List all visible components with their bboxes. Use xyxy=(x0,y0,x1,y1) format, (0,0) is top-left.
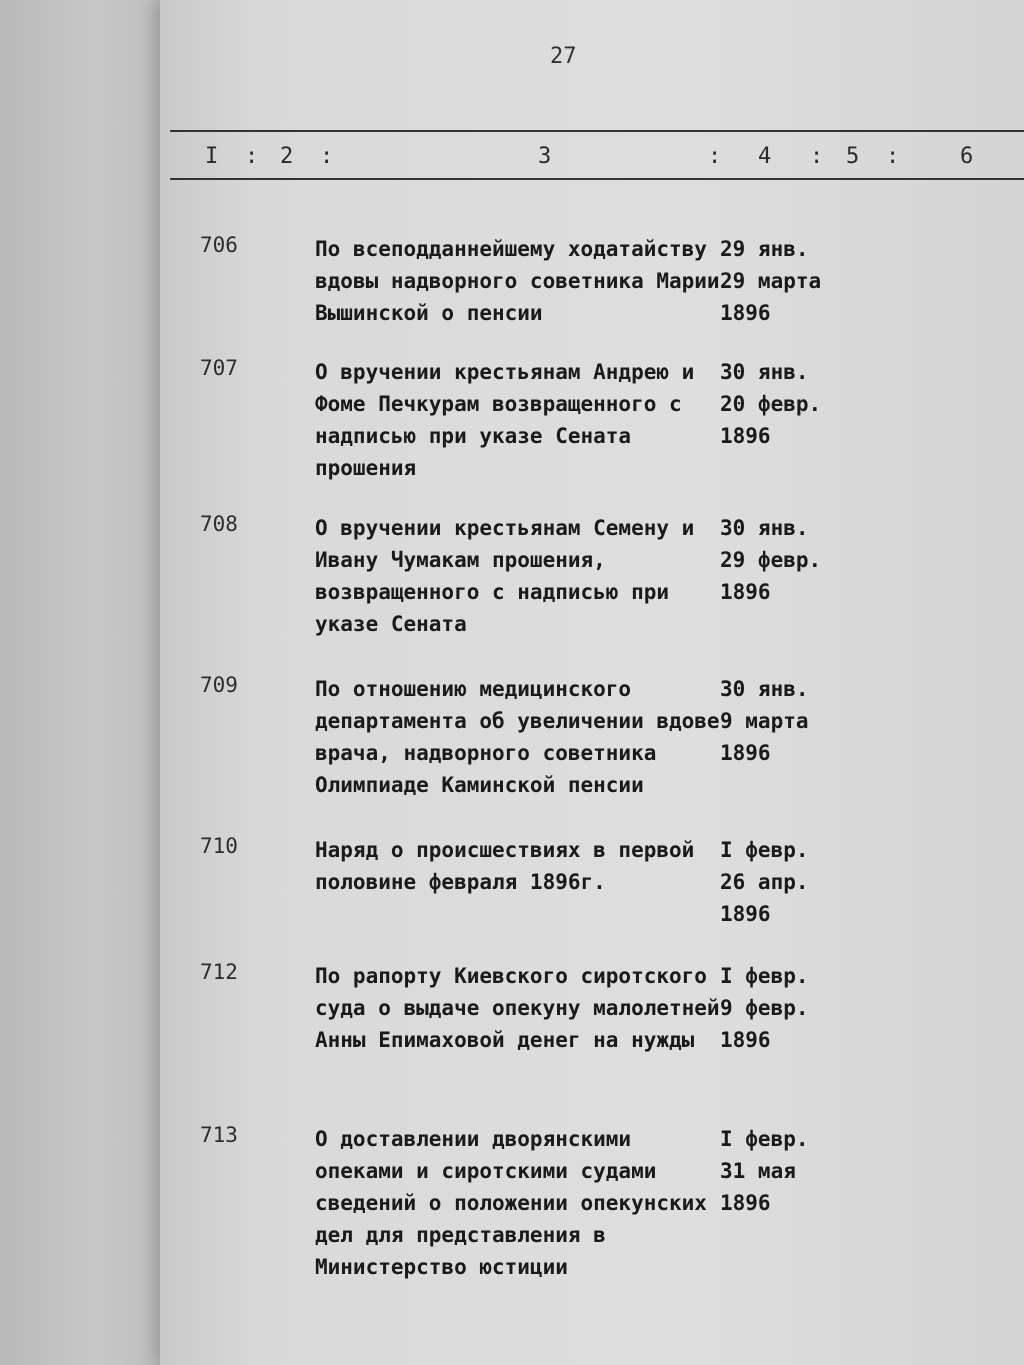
entry-number: 708 xyxy=(200,512,238,536)
date-end: 29 февр. xyxy=(720,548,822,572)
date-start: 30 янв. xyxy=(720,677,809,701)
column-header-1: I xyxy=(205,144,219,169)
header-rule-bottom xyxy=(170,178,1024,180)
date-end: 20 февр. xyxy=(720,392,822,416)
date-end: 26 апр. xyxy=(720,870,809,894)
entry-title: По рапорту Киевского сиротского суда о выдаче опекуну малолетней Анны Епимаховой денег на нужды xyxy=(315,964,720,1052)
column-header-6: 6 xyxy=(960,144,974,169)
date-year: 1896 xyxy=(720,424,771,448)
entry-dates xyxy=(720,834,809,930)
date-year: 1896 xyxy=(720,1028,771,1052)
entry-dates xyxy=(720,512,821,608)
page-number: 27 xyxy=(550,44,577,69)
column-separator: : xyxy=(245,144,259,169)
date-start: I февр. xyxy=(720,1127,809,1151)
date-year: 1896 xyxy=(720,301,771,325)
column-header-3: 3 xyxy=(538,144,552,169)
entry-title: Наряд о происшествиях в первой половине февраля 1896г. xyxy=(315,838,695,894)
entry-number: 710 xyxy=(200,834,238,858)
entry-number: 706 xyxy=(200,233,238,257)
date-start: 30 янв. xyxy=(720,360,809,384)
document-page xyxy=(160,0,1024,1365)
entry-dates xyxy=(720,673,809,769)
date-end: 9 февр. xyxy=(720,996,809,1020)
column-separator: : xyxy=(886,144,900,169)
entry-title: О доставлении дворянскими опеками и сиротскими судами сведений о положении опекунских дел для представления в Министерство юстиции xyxy=(315,1127,707,1279)
entry-title: О вручении крестьянам Семену и Ивану Чумакам прошения, возвращенного с надписью при указе Сената xyxy=(315,516,695,636)
column-separator: : xyxy=(320,144,334,169)
column-header-5: 5 xyxy=(846,144,860,169)
entry-number: 713 xyxy=(200,1123,238,1147)
column-separator: : xyxy=(708,144,722,169)
date-start: I февр. xyxy=(720,838,809,862)
entry-dates xyxy=(720,1123,809,1219)
entry-number: 707 xyxy=(200,356,238,380)
entry-dates xyxy=(720,233,821,329)
entry-title: По всеподданнейшему ходатайству вдовы надворного советника Марии Вышинской о пенсии xyxy=(315,237,720,325)
previous-page-edge xyxy=(0,0,160,1365)
column-header-2: 2 xyxy=(280,144,294,169)
column-header-4: 4 xyxy=(758,144,772,169)
entry-dates xyxy=(720,356,821,452)
header-rule-top xyxy=(170,130,1024,132)
entry-number: 709 xyxy=(200,673,238,697)
date-end: 9 марта xyxy=(720,709,809,733)
entry-dates xyxy=(720,960,809,1056)
date-start: 29 янв. xyxy=(720,237,809,261)
column-separator: : xyxy=(810,144,824,169)
date-year: 1896 xyxy=(720,1191,771,1215)
date-end: 31 мая xyxy=(720,1159,796,1183)
entry-title: О вручении крестьянам Андрею и Фоме Печкурам возвращенного с надписью при указе Сената прошения xyxy=(315,360,695,480)
entry-title: По отношению медицинского департамента об увеличении вдове врача, надворного советника Олимпиаде Каминской пенсии xyxy=(315,677,720,797)
date-year: 1896 xyxy=(720,741,771,765)
date-start: I февр. xyxy=(720,964,809,988)
date-end: 29 марта xyxy=(720,269,822,293)
entry-number: 712 xyxy=(200,960,238,984)
date-start: 30 янв. xyxy=(720,516,809,540)
date-year: 1896 xyxy=(720,902,771,926)
date-year: 1896 xyxy=(720,580,771,604)
